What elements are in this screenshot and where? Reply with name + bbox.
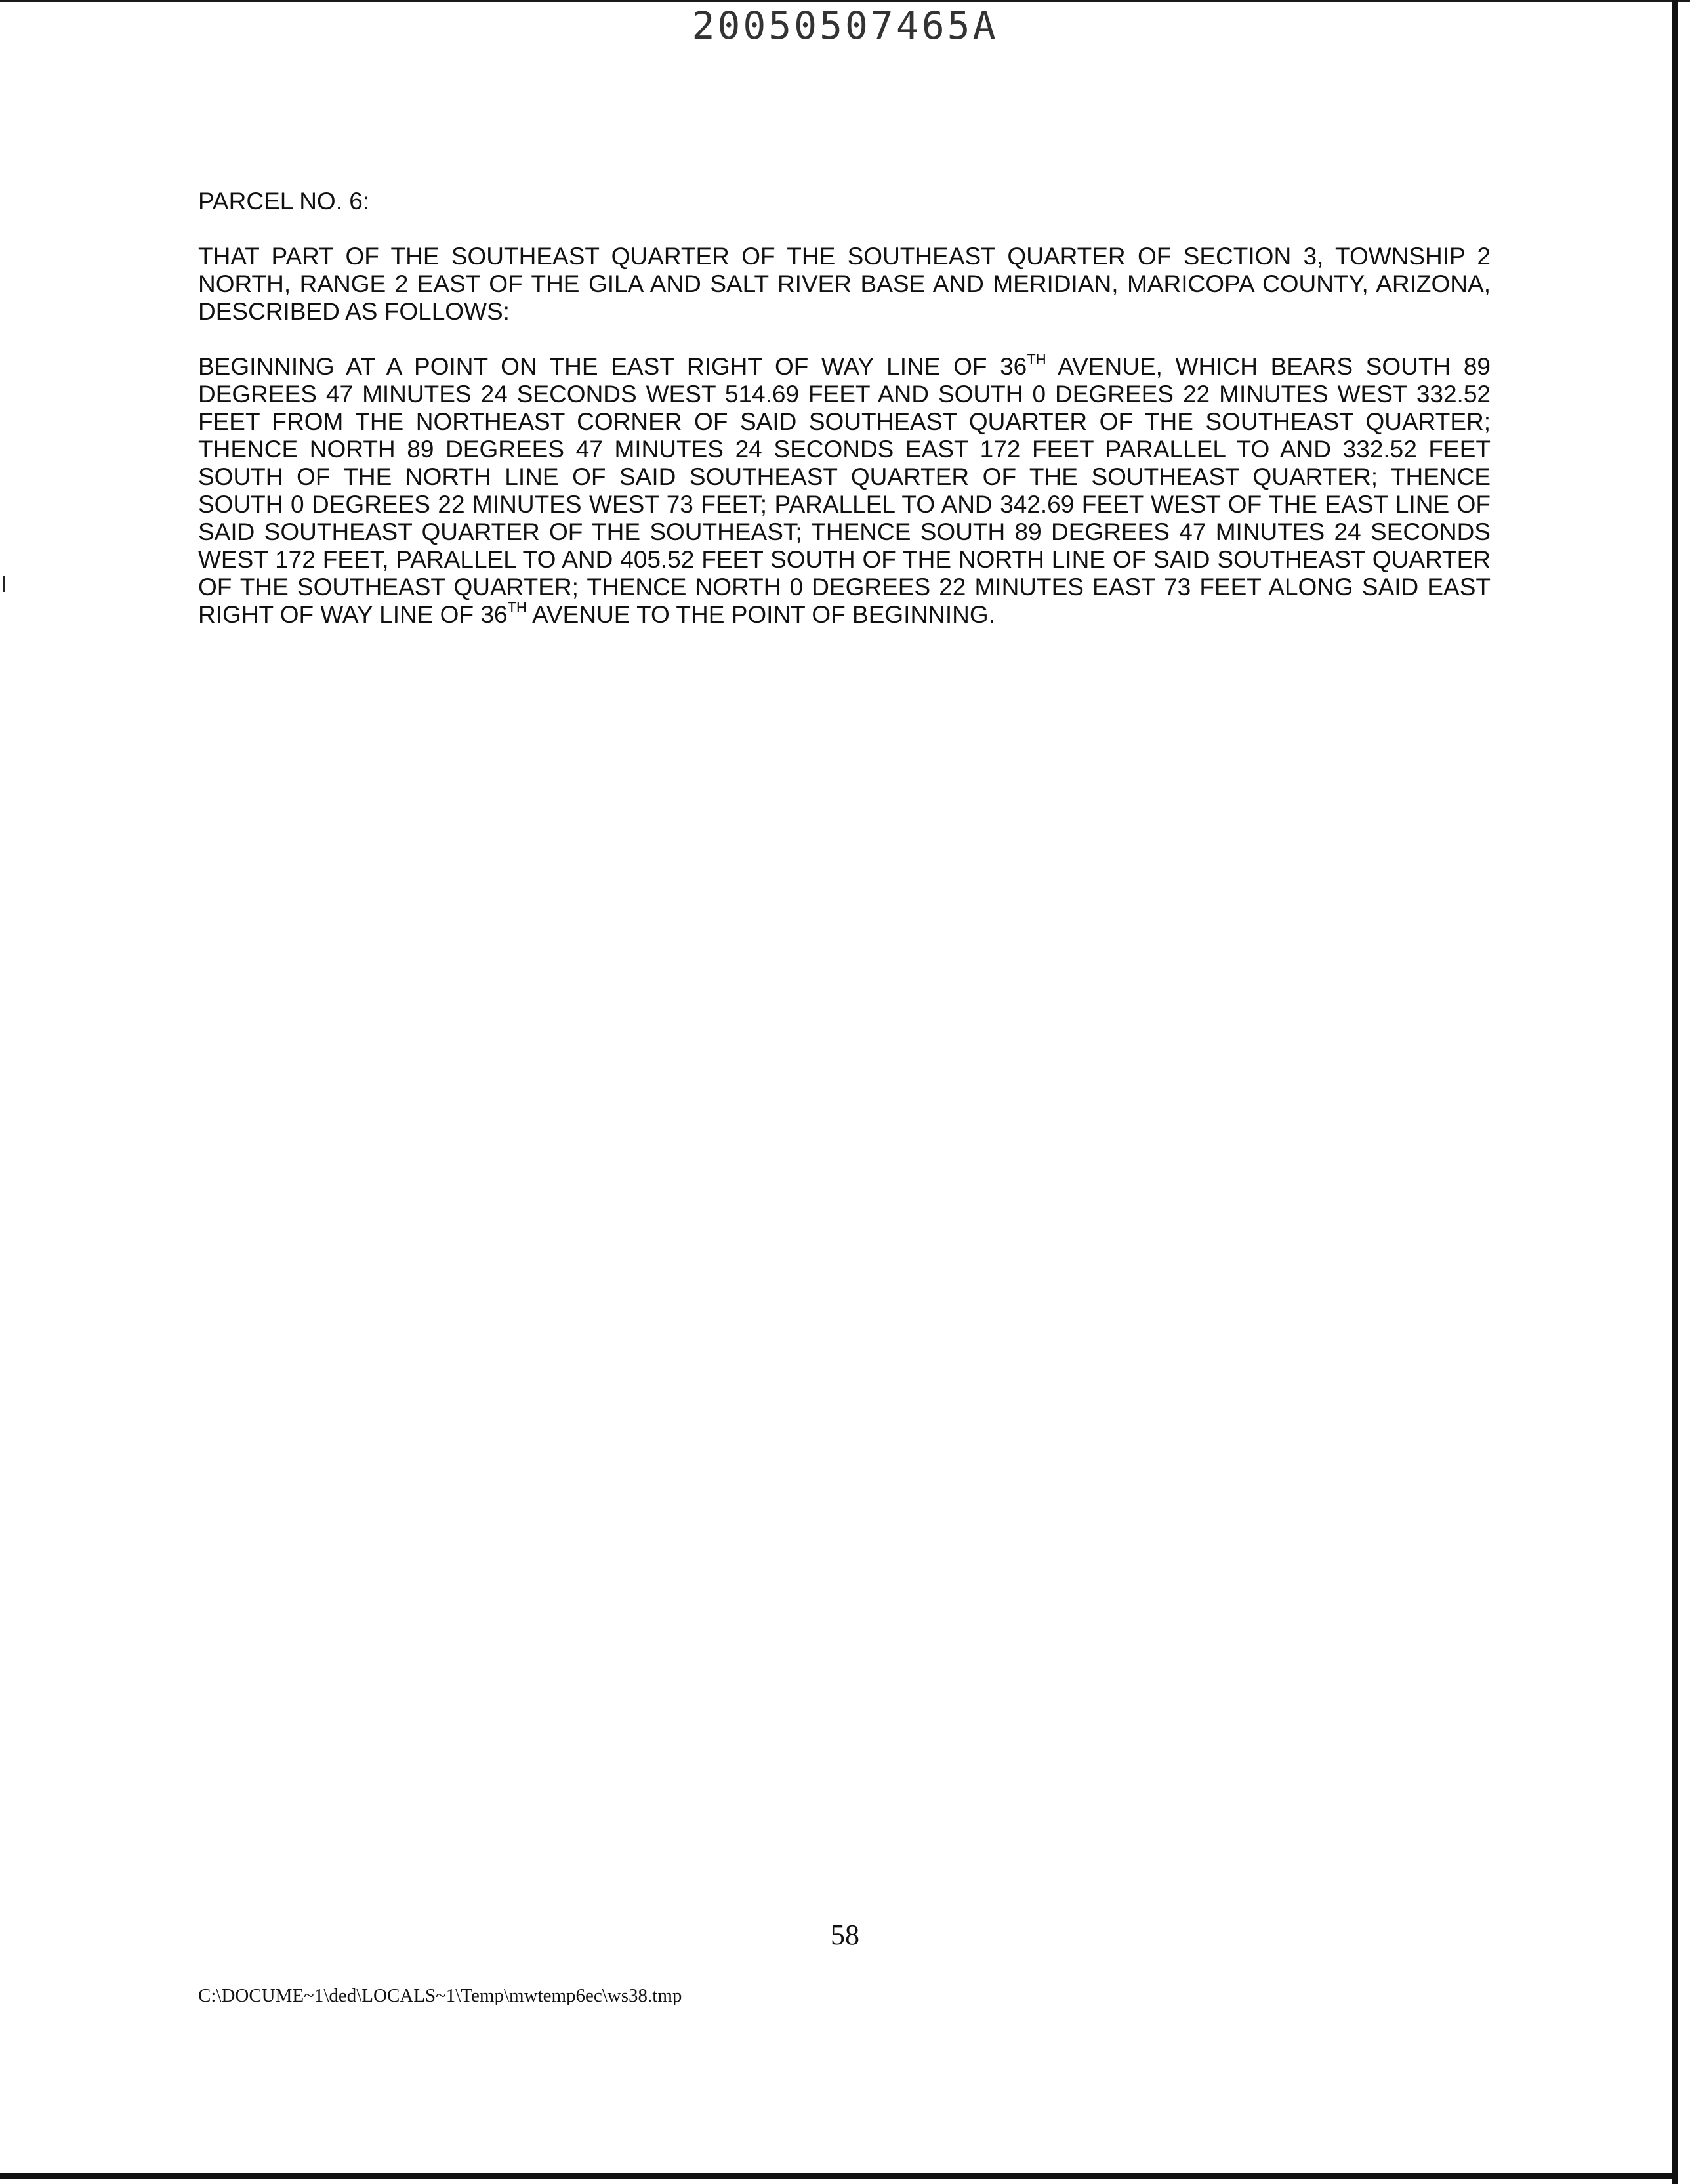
scan-bottom-edge (0, 2174, 1677, 2179)
scan-top-rule (0, 0, 1690, 2)
legal-text-part-1: BEGINNING AT A POINT ON THE EAST RIGHT OF WAY LINE OF 36 (198, 353, 1027, 380)
file-path-footer: C:\DOCUME~1\ded\LOCALS~1\Temp\mwtemp6ec\ws38.tmp (198, 1985, 682, 2006)
ordinal-superscript: TH (507, 599, 527, 616)
document-body (198, 188, 1491, 656)
legal-description-paragraph (198, 353, 1491, 629)
scan-right-edge (1672, 0, 1678, 2184)
document-number: 20050507465A (691, 3, 999, 48)
ordinal-superscript: TH (1027, 351, 1046, 368)
legal-text-part-3: AVENUE TO THE POINT OF BEGINNING. (526, 601, 995, 628)
scan-left-mark (3, 576, 5, 592)
parcel-description-paragraph: THAT PART OF THE SOUTHEAST QUARTER OF THE SOUTHEAST QUARTER OF SECTION 3, TOWNSHIP 2 NORTH, RANGE 2 EAST OF THE GILA AND SALT RIVER BASE AND MERIDIAN, MARICOPA COUNTY, ARIZONA, DESCRIBED AS FOLLOWS: (198, 243, 1491, 325)
page-number: 58 (831, 1919, 859, 1951)
parcel-heading: PARCEL NO. 6: (198, 188, 370, 215)
legal-text-part-2: AVENUE, WHICH BEARS SOUTH 89 DEGREES 47 MINUTES 24 SECONDS WEST 514.69 FEET AND SOUTH 0 DEGREES 22 MINUTES WEST 332.52 FEET FROM THE NORTHEAST CORNER OF SAID SOUTHEAST QUARTER OF THE SOUTHEAST QUARTER; THENCE NORTH 89 DEGREES 47 MINUTES 24 SECONDS EAST 172 FEET PARALLEL TO AND 332.52 FEET SOUTH OF THE NORTH LINE OF SAID SOUTHEAST QUARTER OF THE SOUTHEAST QUARTER; THENCE SOUTH 0 DEGREES 22 MINUTES WEST 73 FEET; PARALLEL TO AND 342.69 FEET WEST OF THE EAST LINE OF SAID SOUTHEAST QUARTER OF THE SOUTHEAST; THENCE SOUTH 89 DEGREES 47 MINUTES 24 SECONDS WEST 172 FEET, PARALLEL TO AND 405.52 FEET SOUTH OF THE NORTH LINE OF SAID SOUTHEAST QUARTER OF THE SOUTHEAST QUARTER; THENCE NORTH 0 DEGREES 22 MINUTES EAST 73 FEET ALONG SAID EAST RIGHT OF WAY LINE OF 36 (198, 353, 1491, 628)
